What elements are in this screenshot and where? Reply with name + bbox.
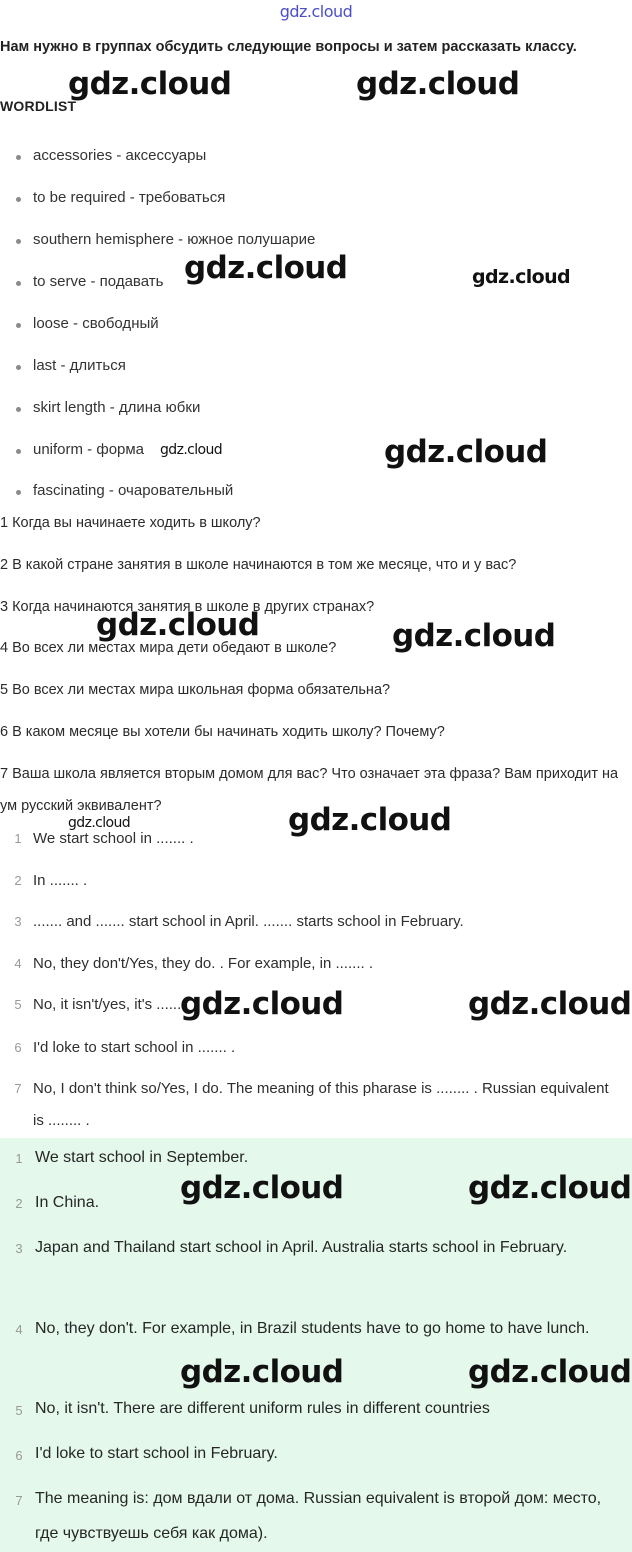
answer-number: 6 xyxy=(15,1448,23,1463)
template-number: 6 xyxy=(14,1040,22,1055)
template-number: 4 xyxy=(14,956,22,971)
template-text: In ....... . xyxy=(33,872,88,889)
task-intro: Нам нужно в группах обсудить следующие вопросы и затем рассказать классу. xyxy=(0,39,577,55)
bullet-icon xyxy=(16,323,21,328)
wordlist-heading: WORDLIST xyxy=(0,98,77,114)
wordlist-item: fascinating - очаровательный xyxy=(33,482,234,499)
template-number: 3 xyxy=(14,914,22,929)
answer-text: The meaning is: дом вдали от дома. Russian equivalent is второй дом: место, где чувствуешь себя как дома). xyxy=(35,1490,602,1542)
template-text: I'd loke to start school in ....... . xyxy=(33,1039,236,1056)
watermark: gdz.cloud xyxy=(68,66,232,102)
answer-text: No, they don't. For example, in Brazil students have to go home to have lunch. xyxy=(35,1320,590,1337)
watermark: gdz.cloud xyxy=(392,618,556,654)
watermark: gdz.cloud xyxy=(96,607,260,643)
wordlist-item: loose - свободный xyxy=(33,315,159,332)
watermark: gdz.cloud xyxy=(472,266,571,288)
answer-text: We start school in September. xyxy=(35,1149,249,1166)
wordlist-item: accessories - аксессуары xyxy=(33,147,207,164)
answer-number: 3 xyxy=(15,1241,23,1256)
bullet-icon xyxy=(16,239,21,244)
answer-number: 4 xyxy=(15,1322,23,1337)
wordlist-item: to be required - требоваться xyxy=(33,189,226,206)
watermark: gdz.cloud xyxy=(468,1170,632,1206)
bullet-icon xyxy=(16,197,21,202)
answer-number: 2 xyxy=(15,1196,23,1211)
watermark: gdz.cloud xyxy=(288,802,452,838)
template-text: No, it isn't/yes, it's ....... xyxy=(33,996,186,1013)
answer-text: Japan and Thailand start school in April. Australia starts school in February. xyxy=(35,1239,568,1256)
wordlist-item: uniform - форма xyxy=(33,441,145,458)
bullet-icon xyxy=(16,155,21,160)
template-number: 1 xyxy=(14,831,22,846)
watermark: gdz.cloud xyxy=(184,250,348,286)
template-text: ....... and ....... start school in April. ....... starts school in February. xyxy=(33,913,464,930)
question-item: 6 В каком месяце вы хотели бы начинать ходить школу? Почему? xyxy=(0,724,445,740)
watermark: gdz.cloud xyxy=(384,434,548,470)
watermark: gdz.cloud xyxy=(160,442,223,458)
answer-number: 5 xyxy=(15,1403,23,1418)
bullet-icon xyxy=(16,490,21,495)
question-item: 7 Ваша школа является вторым домом для вас? Что означает эта фраза? Вам приходит на ум русский эквивалент? xyxy=(0,766,619,814)
question-item: 3 Когда начинаются занятия в школе в других странах? xyxy=(0,599,375,615)
answer-text: No, it isn't. There are different uniform rules in different countries xyxy=(35,1400,490,1417)
watermark: gdz.cloud xyxy=(180,1354,344,1390)
wordlist-item: skirt length - длина юбки xyxy=(33,399,201,416)
template-number: 2 xyxy=(14,873,22,888)
bullet-icon xyxy=(16,365,21,370)
watermark: gdz.cloud xyxy=(180,986,344,1022)
bullet-icon xyxy=(16,281,21,286)
watermark: gdz.cloud xyxy=(468,1354,632,1390)
wordlist-item: southern hemisphere - южное полушарие xyxy=(33,231,316,248)
wordlist-item: last - длиться xyxy=(33,357,126,374)
template-text: No, they don't/Yes, they do. . For example, in ....... . xyxy=(33,955,373,972)
bullet-icon xyxy=(16,449,21,454)
template-number: 7 xyxy=(14,1081,22,1096)
watermark: gdz.cloud xyxy=(180,1170,344,1206)
question-item: 5 Во всех ли местах мира школьная форма обязательна? xyxy=(0,682,391,698)
answer-number: 7 xyxy=(15,1493,23,1508)
template-text: No, I don't think so/Yes, I do. The meaning of this pharase is ........ . Russian equivalent is ........ . xyxy=(33,1080,609,1129)
watermark: gdz.cloud xyxy=(468,986,632,1022)
answer-text: In China. xyxy=(35,1194,100,1211)
wordlist-item: to serve - подавать xyxy=(33,273,164,290)
template-text: We start school in ....... . xyxy=(33,830,194,847)
answer-number: 1 xyxy=(15,1151,23,1166)
bullet-icon xyxy=(16,407,21,412)
watermark: gdz.cloud xyxy=(68,815,131,831)
question-item: 2 В какой стране занятия в школе начинаются в том же месяце, что и у вас? xyxy=(0,557,517,573)
answer-text: I'd loke to start school in February. xyxy=(35,1445,278,1462)
watermark: gdz.cloud xyxy=(356,66,520,102)
template-number: 5 xyxy=(14,997,22,1012)
question-item: 4 Во всех ли местах мира дети обедают в школе? xyxy=(0,640,337,656)
question-item: 1 Когда вы начинаете ходить в школу? xyxy=(0,515,261,531)
site-logo: gdz.cloud xyxy=(279,2,353,21)
